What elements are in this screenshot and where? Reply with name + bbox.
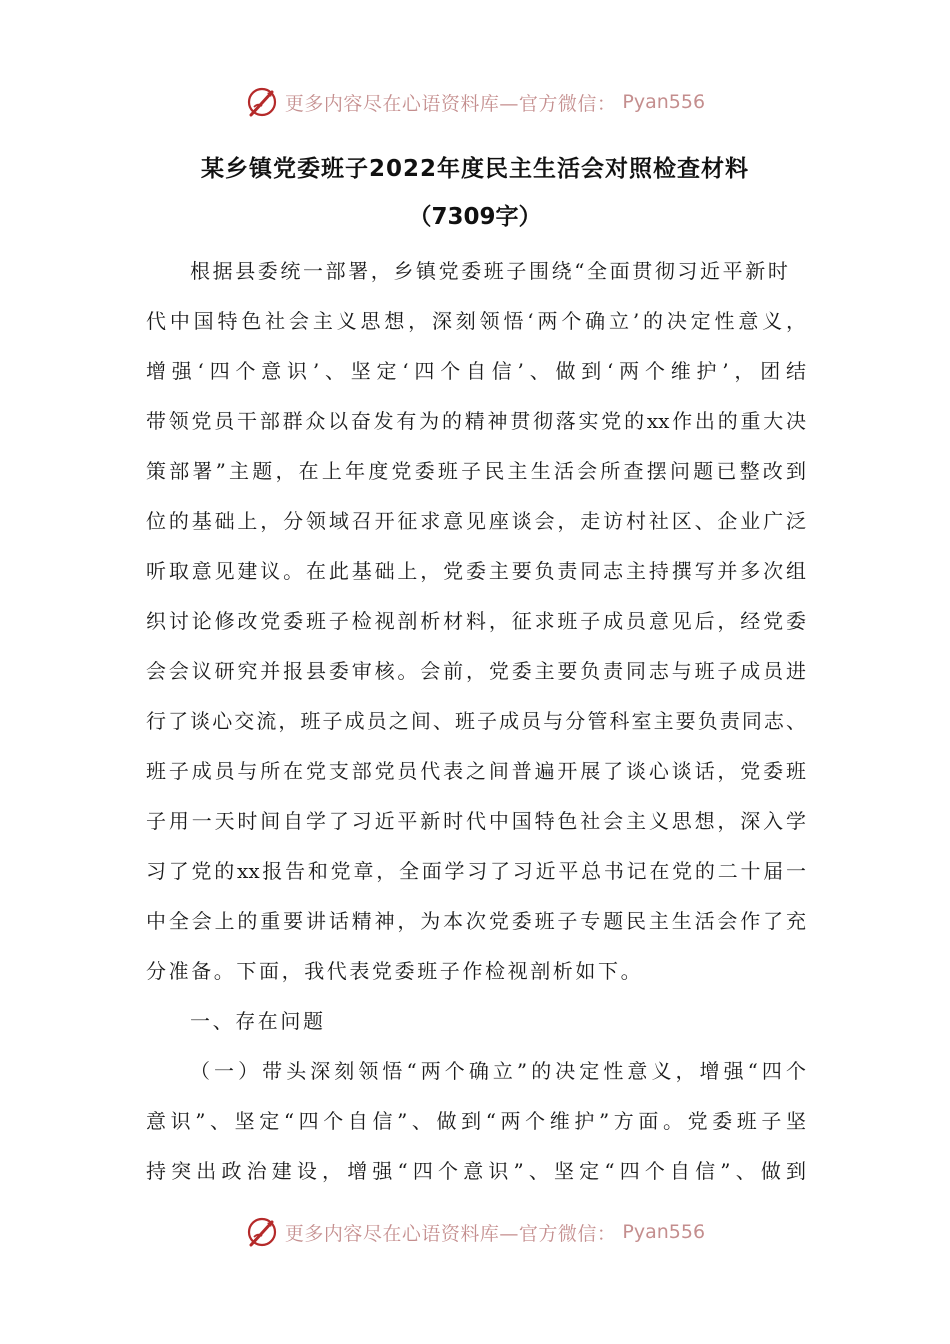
body-line: 意识”、坚定“四个自信”、做到“两个维护”方面。党委班子坚	[146, 1109, 806, 1133]
body-line: 根据县委统一部署，乡镇党委班子围绕“全面贯彻习近平新时	[190, 259, 791, 283]
pen-circle-logo-icon	[245, 1215, 279, 1249]
body-line: 位的基础上，分领域召开征求意见座谈会，走访村社区、企业广泛	[146, 509, 806, 533]
section-heading: 一、存在问题	[190, 1009, 326, 1033]
body-line: 班子成员与所在党支部党员代表之间普遍开展了谈心谈话，党委班	[146, 759, 806, 783]
document-body	[146, 252, 806, 1202]
body-line: （一）带头深刻领悟“两个确立”的决定性意义，增强“四个	[190, 1059, 806, 1083]
body-line: 分准备。下面，我代表党委班子作检视剖析如下。	[146, 959, 644, 983]
body-line: 持突出政治建设，增强“四个意识”、坚定“四个自信”、做到	[146, 1159, 806, 1183]
body-line: 听取意见建议。在此基础上，党委主要负责同志主持撰写并多次组	[146, 559, 806, 583]
body-line: 行了谈心交流，班子成员之间、班子成员与分管科室主要负责同志、	[146, 709, 806, 733]
body-line: 习了党的xx报告和党章，全面学习了习近平总书记在党的二十届一	[146, 859, 806, 883]
body-line: 织讨论修改党委班子检视剖析材料，征求班子成员意见后，经党委	[146, 609, 806, 633]
watermark-banner-top	[0, 82, 950, 122]
watermark-account: Pyan556	[622, 1221, 706, 1243]
body-line: 代中国特色社会主义思想，深刻领悟‘两个确立’的决定性意义，	[146, 309, 806, 333]
body-line: 中全会上的重要讲话精神，为本次党委班子专题民主生活会作了充	[146, 909, 806, 933]
pen-circle-logo-icon	[245, 85, 279, 119]
document-subtitle: （7309字）	[408, 204, 542, 230]
watermark-banner-bottom	[0, 1212, 950, 1252]
watermark-account: Pyan556	[622, 91, 706, 113]
watermark-text: 更多内容尽在心语资料库—官方微信：	[284, 92, 617, 115]
body-line: 子用一天时间自学了习近平新时代中国特色社会主义思想，深入学	[146, 809, 806, 833]
body-line: 会会议研究并报县委审核。会前，党委主要负责同志与班子成员进	[146, 659, 806, 683]
watermark-text: 更多内容尽在心语资料库—官方微信：	[284, 1222, 617, 1245]
document-title: 某乡镇党委班子2022年度民主生活会对照检查材料	[200, 156, 749, 182]
body-line: 增强‘四个意识’、坚定‘四个自信’、做到‘两个维护’，团结	[146, 359, 806, 383]
body-line: 带领党员干部群众以奋发有为的精神贯彻落实党的xx作出的重大决	[146, 409, 806, 433]
body-line: 策部署”主题，在上年度党委班子民主生活会所查摆问题已整改到	[146, 459, 806, 483]
